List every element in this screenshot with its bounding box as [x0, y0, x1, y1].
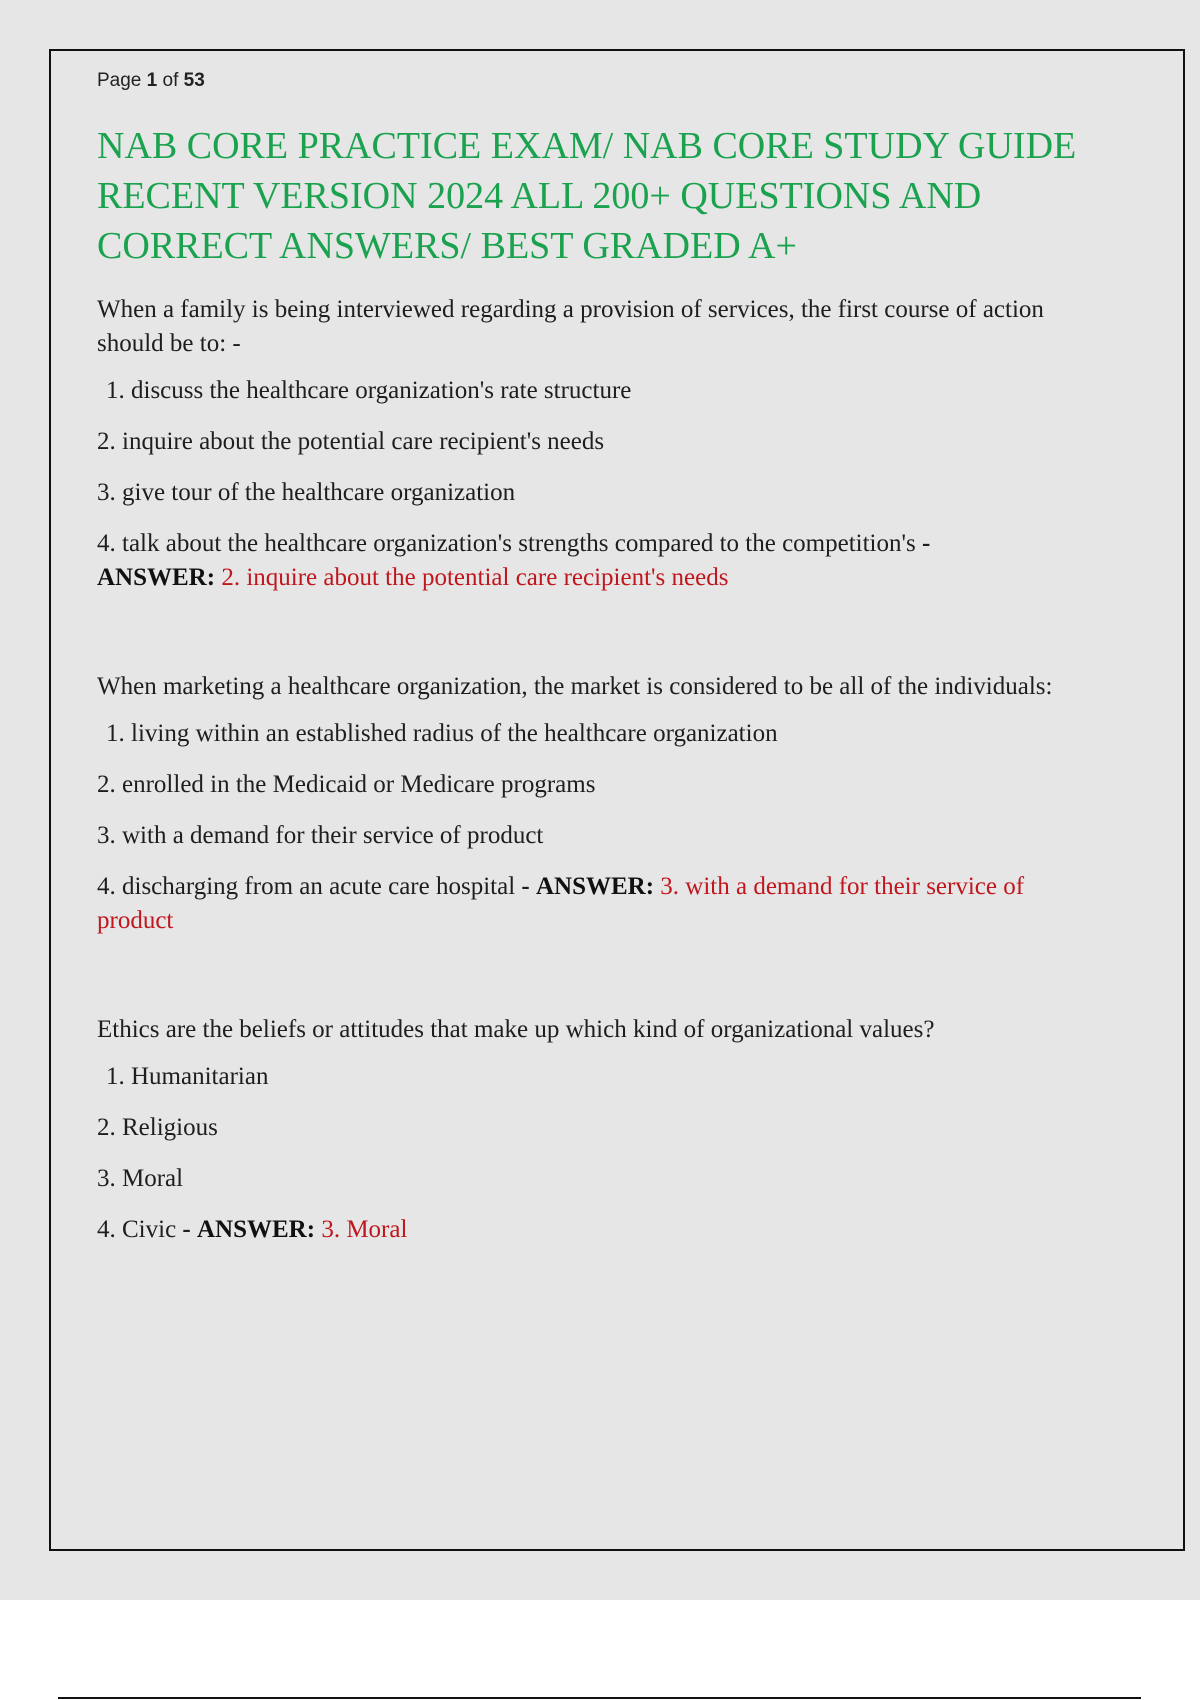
answer-separator: -: [182, 1215, 191, 1243]
answer-option: 1. living within an established radius of the healthcare organization: [106, 719, 778, 747]
answer-option-last: [97, 527, 1087, 595]
answer-option-text: 4. Civic: [97, 1215, 177, 1243]
question-block: [97, 670, 1087, 938]
spacer: [97, 612, 1087, 670]
page-number-of: of: [162, 70, 179, 91]
answer-option: 2. Religious: [97, 1113, 218, 1141]
answer-option: 3. give tour of the healthcare organization: [97, 478, 516, 506]
document-content: [97, 70, 1087, 1264]
answer-option: 3. with a demand for their service of product: [97, 821, 544, 849]
question-text: Ethics are the beliefs or attitudes that make up which kind of organizational values?: [97, 1015, 935, 1043]
answer-option-text: 4. discharging from an acute care hospital: [97, 872, 516, 900]
next-page-divider: [58, 1697, 1141, 1699]
answer-label: ANSWER:: [535, 872, 655, 900]
question-block: [97, 293, 1087, 595]
answer-option-last: [97, 1213, 1087, 1247]
correct-answer: 3. with a demand for their service of product: [97, 872, 1025, 934]
page-number-label: Page: [97, 70, 142, 91]
answer-option: 1. discuss the healthcare organization's rate structure: [106, 376, 632, 404]
answer-label: ANSWER:: [97, 563, 216, 591]
spacer: [97, 955, 1087, 1013]
answer-option: 2. enrolled in the Medicaid or Medicare programs: [97, 770, 596, 798]
question-block: [97, 1013, 1087, 1247]
answer-option-last: [97, 870, 1087, 938]
page-number: [97, 70, 1087, 93]
question-text: When a family is being interviewed regarding a provision of services, the first course of action should be to: -: [97, 295, 1044, 357]
answer-separator: -: [921, 529, 931, 557]
answer-option-text: 4. talk about the healthcare organization's strengths compared to the competition's: [97, 529, 916, 557]
answer-separator: -: [521, 872, 530, 900]
page-number-total: 53: [183, 70, 205, 91]
answer-option: 1. Humanitarian: [106, 1062, 269, 1090]
answer-option: 3. Moral: [97, 1164, 184, 1192]
correct-answer: 3. Moral: [321, 1215, 408, 1243]
correct-answer: 2. inquire about the potential care recipient's needs: [221, 563, 729, 591]
document-title: NAB CORE PRACTICE EXAM/ NAB CORE STUDY GUIDE RECENT VERSION 2024 ALL 200+ QUESTIONS AND CORRECT ANSWERS/ BEST GRADED A+: [97, 124, 1077, 267]
answer-label: ANSWER:: [197, 1215, 316, 1243]
answer-option: 2. inquire about the potential care recipient's needs: [97, 427, 605, 455]
page-number-current: 1: [146, 70, 158, 91]
question-text: When marketing a healthcare organization, the market is considered to be all of the individuals:: [97, 672, 1053, 700]
